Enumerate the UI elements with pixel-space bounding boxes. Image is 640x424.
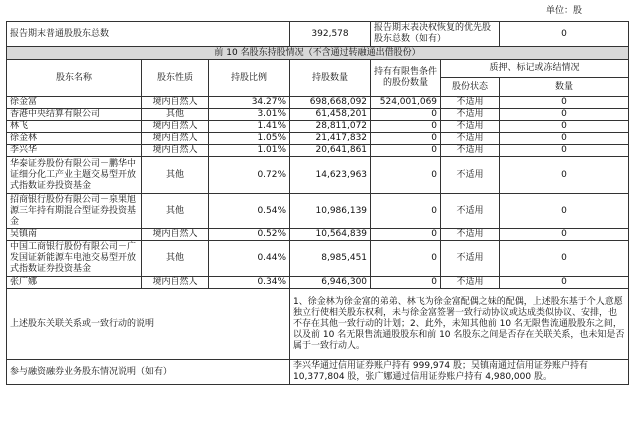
holding-qty: 10,564,839 bbox=[290, 229, 371, 241]
pledge-status: 不适用 bbox=[441, 157, 500, 194]
pledge-qty: 0 bbox=[500, 241, 629, 277]
relation-row bbox=[7, 289, 629, 360]
table-row bbox=[7, 194, 629, 229]
holding-ratio: 0.54% bbox=[209, 194, 290, 229]
pledge-qty: 0 bbox=[500, 194, 629, 229]
holding-qty: 61,458,201 bbox=[290, 109, 371, 121]
holding-ratio: 34.27% bbox=[209, 97, 290, 109]
preferred-holders-label: 报告期末表决权恢复的优先股股东总数（如有） bbox=[371, 22, 500, 47]
shareholder-nature: 其他 bbox=[142, 241, 209, 277]
holding-ratio: 0.52% bbox=[209, 229, 290, 241]
shareholder-nature: 境内自然人 bbox=[142, 97, 209, 109]
pledge-qty: 0 bbox=[500, 145, 629, 157]
table-row bbox=[7, 277, 629, 289]
holding-ratio: 1.41% bbox=[209, 121, 290, 133]
shareholder-name: 李兴华 bbox=[7, 145, 142, 157]
shareholder-name: 林飞 bbox=[7, 121, 142, 133]
pledge-qty: 0 bbox=[500, 157, 629, 194]
header-ratio: 持股比例 bbox=[209, 60, 290, 97]
table-row bbox=[7, 157, 629, 194]
pledge-status: 不适用 bbox=[441, 194, 500, 229]
shareholder-nature: 其他 bbox=[142, 157, 209, 194]
holding-qty: 10,986,139 bbox=[290, 194, 371, 229]
restricted-qty: 0 bbox=[371, 277, 441, 289]
table-row bbox=[7, 109, 629, 121]
pledge-qty: 0 bbox=[500, 109, 629, 121]
shareholder-table bbox=[6, 21, 629, 385]
holding-ratio: 0.44% bbox=[209, 241, 290, 277]
holding-ratio: 0.34% bbox=[209, 277, 290, 289]
shareholder-nature: 境内自然人 bbox=[142, 145, 209, 157]
shareholder-name: 中国工商银行股份有限公司－广发国证新能源车电池交易型开放式指数证券投资基金 bbox=[7, 241, 142, 277]
holding-qty: 21,417,832 bbox=[290, 133, 371, 145]
margin-row bbox=[7, 360, 629, 385]
holding-ratio: 1.01% bbox=[209, 145, 290, 157]
holding-qty: 14,623,963 bbox=[290, 157, 371, 194]
restricted-qty: 0 bbox=[371, 157, 441, 194]
header-row-1 bbox=[7, 60, 629, 78]
pledge-status: 不适用 bbox=[441, 109, 500, 121]
header-pledge-qty: 数量 bbox=[500, 78, 629, 97]
shareholder-nature: 境内自然人 bbox=[142, 133, 209, 145]
preferred-holders-value: 0 bbox=[500, 22, 629, 47]
holding-qty: 28,811,072 bbox=[290, 121, 371, 133]
table-row bbox=[7, 241, 629, 277]
restricted-qty: 0 bbox=[371, 229, 441, 241]
section-title-row bbox=[7, 47, 629, 60]
holding-qty: 20,641,861 bbox=[290, 145, 371, 157]
header-restricted: 持有有限售条件的股份数量 bbox=[371, 60, 441, 97]
restricted-qty: 0 bbox=[371, 121, 441, 133]
shareholder-nature: 境内自然人 bbox=[142, 121, 209, 133]
table-row bbox=[7, 133, 629, 145]
shareholder-name: 香港中央结算有限公司 bbox=[7, 109, 142, 121]
margin-text: 李兴华通过信用证券账户持有 999,974 股；吴镇南通过信用证券账户持有10,377,804 股，张广娜通过信用证券账户持有 4,980,000 股。 bbox=[290, 360, 629, 385]
pledge-status: 不适用 bbox=[441, 97, 500, 109]
holding-ratio: 3.01% bbox=[209, 109, 290, 121]
holding-qty: 6,946,300 bbox=[290, 277, 371, 289]
pledge-status: 不适用 bbox=[441, 133, 500, 145]
holding-qty: 8,985,451 bbox=[290, 241, 371, 277]
restricted-qty: 0 bbox=[371, 109, 441, 121]
pledge-qty: 0 bbox=[500, 229, 629, 241]
section-title: 前 10 名股东持股情况（不含通过转融通出借股份） bbox=[7, 47, 629, 60]
pledge-status: 不适用 bbox=[441, 229, 500, 241]
shareholder-name: 张广娜 bbox=[7, 277, 142, 289]
total-holders-label: 报告期末普通股股东总数 bbox=[7, 22, 290, 47]
table-row bbox=[7, 97, 629, 109]
header-pledge-group: 质押、标记或冻结情况 bbox=[441, 60, 629, 78]
shareholder-nature: 境内自然人 bbox=[142, 277, 209, 289]
shareholder-nature: 其他 bbox=[142, 109, 209, 121]
pledge-qty: 0 bbox=[500, 133, 629, 145]
shareholder-nature: 其他 bbox=[142, 194, 209, 229]
shareholder-name: 招商银行股份有限公司－泉果旭源三年持有期混合型证券投资基金 bbox=[7, 194, 142, 229]
unit-label: 单位：股 bbox=[546, 6, 583, 16]
shareholder-name: 徐金林 bbox=[7, 133, 142, 145]
pledge-qty: 0 bbox=[500, 121, 629, 133]
restricted-qty: 0 bbox=[371, 241, 441, 277]
restricted-qty: 0 bbox=[371, 133, 441, 145]
pledge-status: 不适用 bbox=[441, 277, 500, 289]
shareholder-rows bbox=[7, 97, 629, 289]
holding-ratio: 0.72% bbox=[209, 157, 290, 194]
shareholder-name: 华泰证券股份有限公司－鹏华中证细分化工产业主题交易型开放式指数证券投资基金 bbox=[7, 157, 142, 194]
pledge-status: 不适用 bbox=[441, 241, 500, 277]
header-name: 股东名称 bbox=[7, 60, 142, 97]
header-qty: 持股数量 bbox=[290, 60, 371, 97]
table-row bbox=[7, 145, 629, 157]
total-holders-value: 392,578 bbox=[290, 22, 371, 47]
holding-ratio: 1.05% bbox=[209, 133, 290, 145]
restricted-qty: 0 bbox=[371, 145, 441, 157]
holding-qty: 698,668,092 bbox=[290, 97, 371, 109]
shareholder-name: 徐金富 bbox=[7, 97, 142, 109]
table-row bbox=[7, 121, 629, 133]
pledge-status: 不适用 bbox=[441, 121, 500, 133]
pledge-qty: 0 bbox=[500, 277, 629, 289]
restricted-qty: 524,001,069 bbox=[371, 97, 441, 109]
header-pledge-status: 股份状态 bbox=[441, 78, 500, 97]
summary-row bbox=[7, 22, 629, 47]
pledge-qty: 0 bbox=[500, 97, 629, 109]
relation-text: 1、徐金林为徐金富的弟弟、林飞为徐金富配偶之妹的配偶，上述股东基于个人意愿独立行使相关股东权利，未与徐金富签署一致行动协议或达成类似协议、安排，也不存在其他一致行动的计划；2、此外，未知其他前 10 名无限售流通股股东之间，以及前 10 名无限售流通股股东和前 10 名股东之间是否存在关联关系，也未知是否属于一致行动人。 bbox=[290, 289, 629, 360]
pledge-status: 不适用 bbox=[441, 145, 500, 157]
table-row bbox=[7, 229, 629, 241]
header-nature: 股东性质 bbox=[142, 60, 209, 97]
margin-label: 参与融资融券业务股东情况说明（如有） bbox=[7, 360, 290, 385]
shareholder-name: 吴镇南 bbox=[7, 229, 142, 241]
relation-label: 上述股东关联关系或一致行动的说明 bbox=[7, 289, 290, 360]
shareholder-nature: 境内自然人 bbox=[142, 229, 209, 241]
restricted-qty: 0 bbox=[371, 194, 441, 229]
